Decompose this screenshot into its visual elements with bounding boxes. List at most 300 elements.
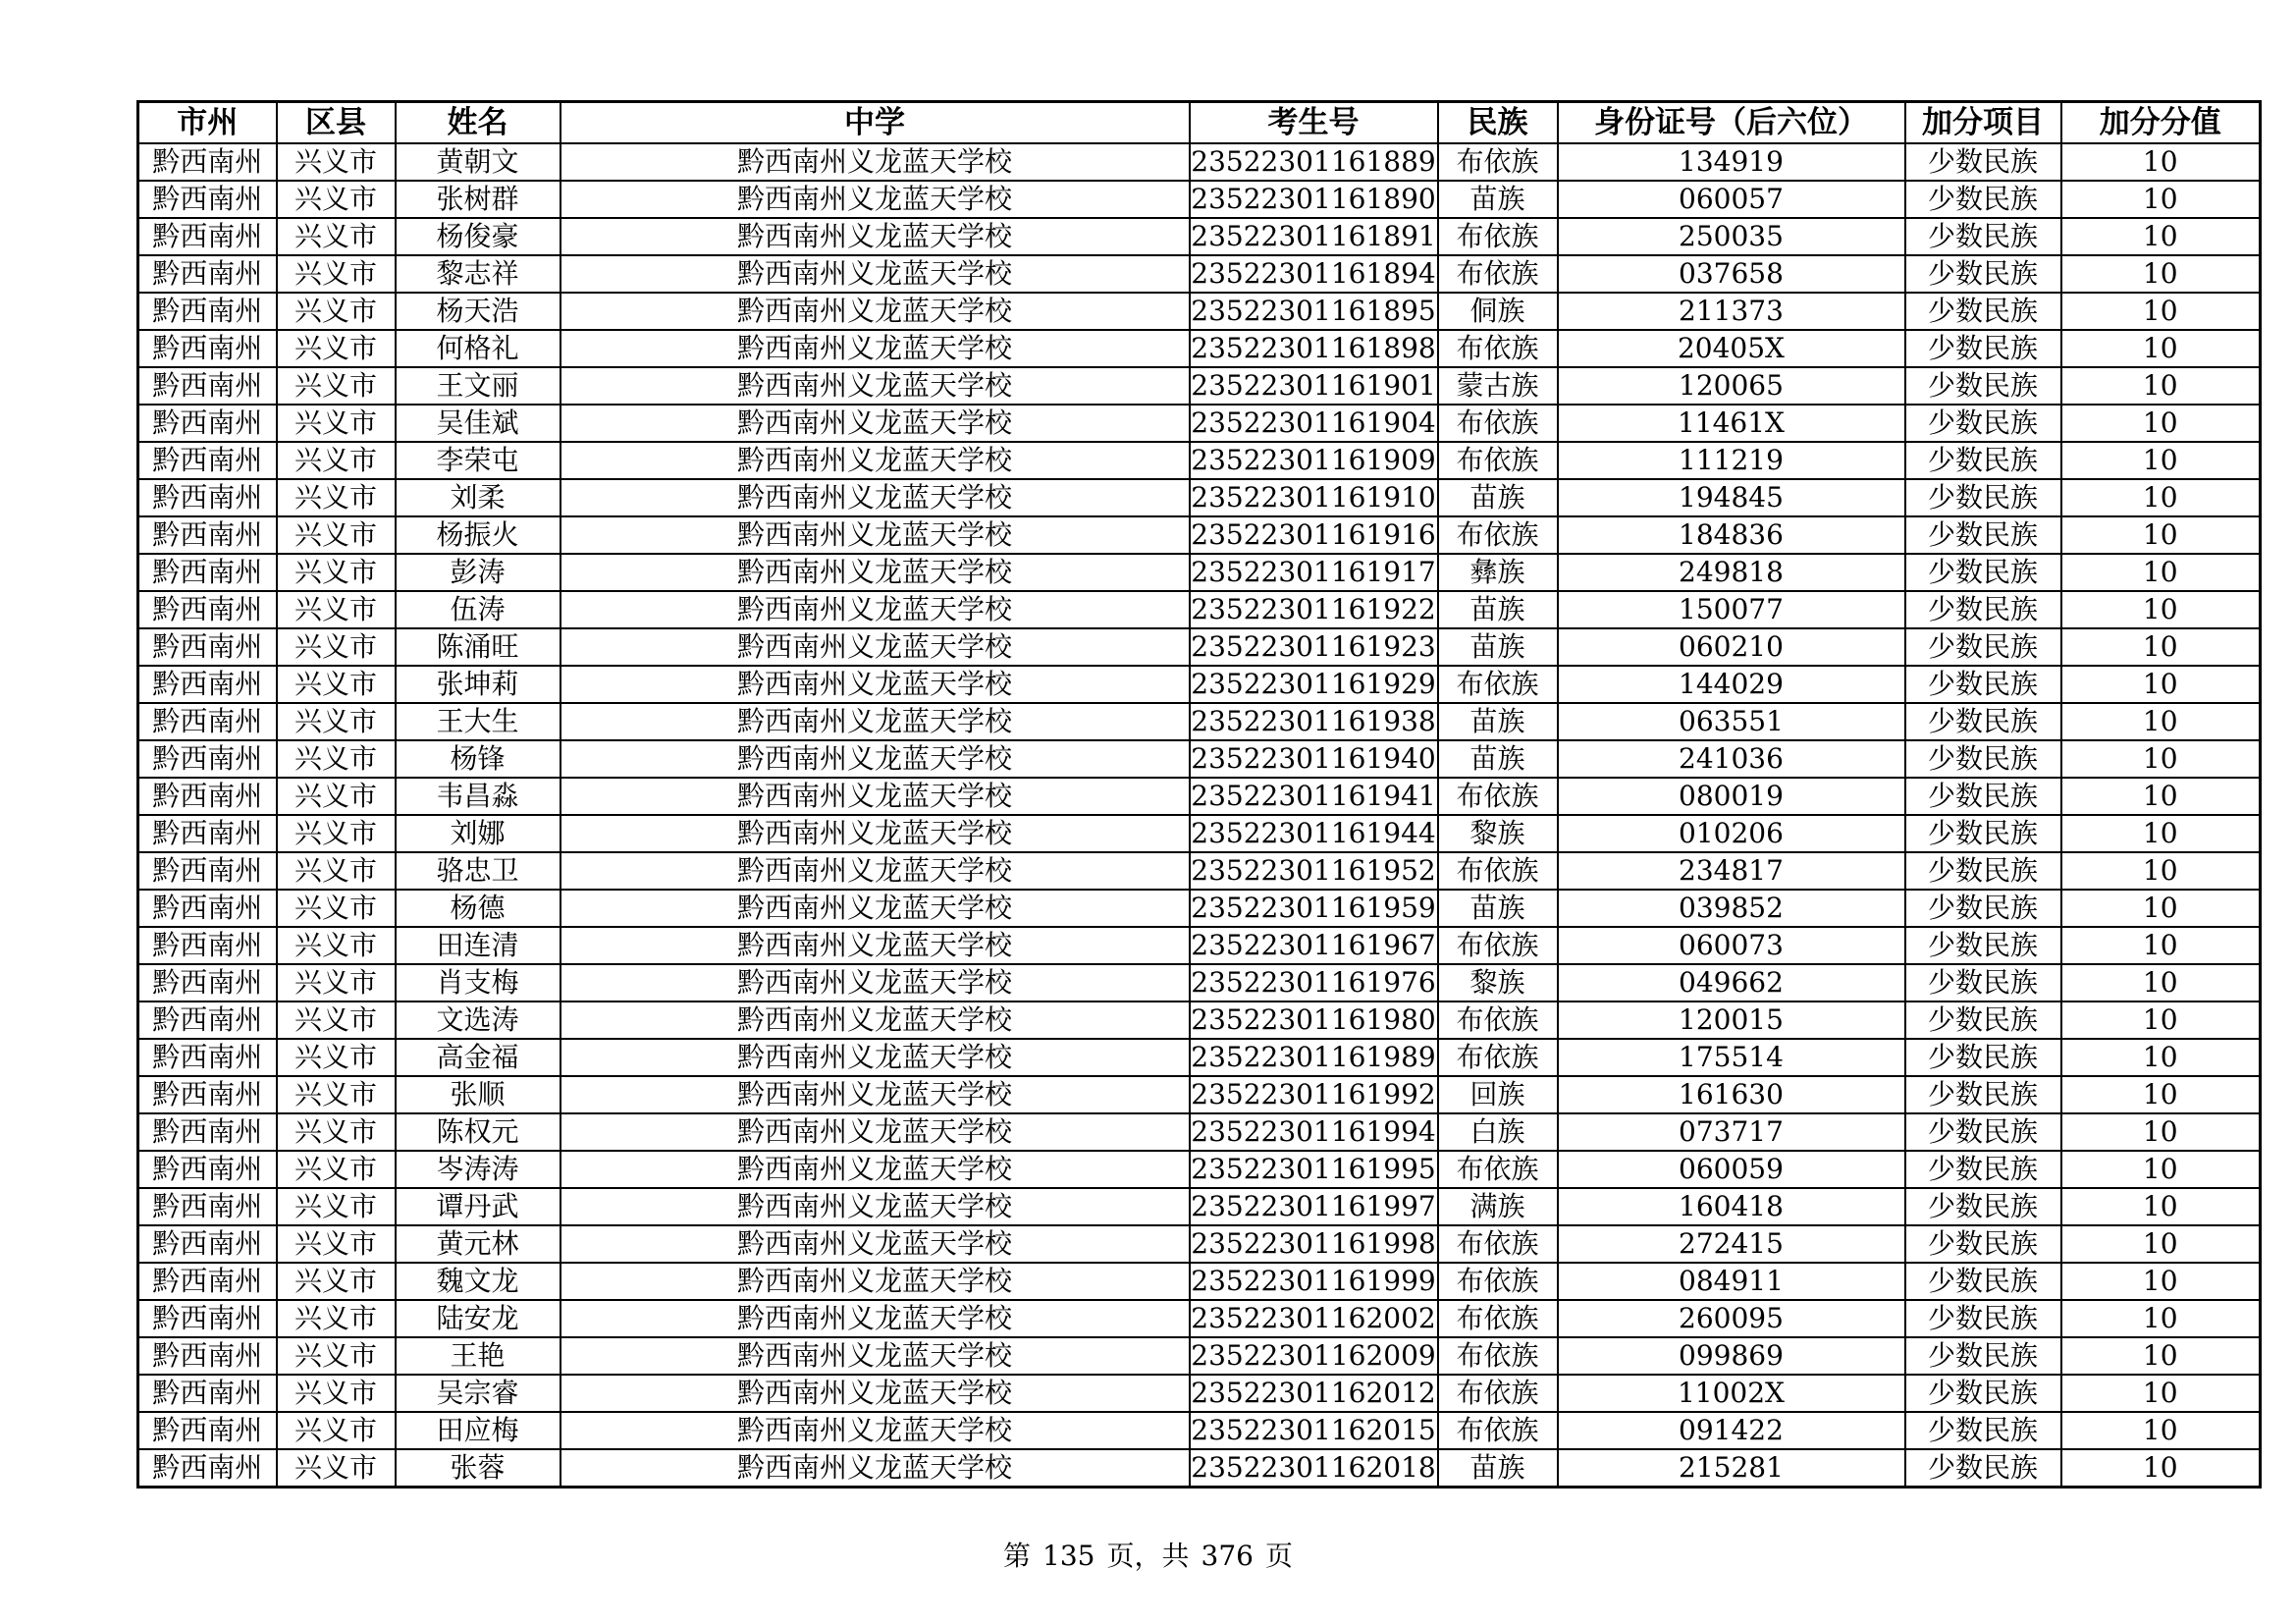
cell-bonus-item: 少数民族 (1905, 628, 2061, 666)
cell-city-prefecture: 黔西南州 (138, 1449, 277, 1488)
cell-district-county: 兴义市 (277, 293, 396, 330)
cell-bonus-score: 10 (2061, 330, 2261, 367)
cell-district-county: 兴义市 (277, 628, 396, 666)
cell-id-last-six: 060057 (1558, 181, 1905, 218)
cell-ethnicity: 黎族 (1438, 815, 1558, 852)
table-row (138, 815, 2261, 852)
cell-bonus-score: 10 (2061, 293, 2261, 330)
cell-student-name: 张树群 (396, 181, 561, 218)
cell-bonus-score: 10 (2061, 405, 2261, 442)
cell-student-name: 彭涛 (396, 554, 561, 591)
cell-district-county: 兴义市 (277, 181, 396, 218)
cell-district-county: 兴义市 (277, 554, 396, 591)
table-row (138, 740, 2261, 778)
cell-id-last-six: 272415 (1558, 1225, 1905, 1263)
table-row (138, 1225, 2261, 1263)
cell-id-last-six: 211373 (1558, 293, 1905, 330)
table-row (138, 1001, 2261, 1039)
cell-district-county: 兴义市 (277, 1375, 396, 1412)
cell-bonus-score: 10 (2061, 1076, 2261, 1113)
cell-exam-number: 23522301161952 (1190, 852, 1438, 890)
cell-exam-number: 23522301161901 (1190, 367, 1438, 405)
cell-ethnicity: 侗族 (1438, 293, 1558, 330)
cell-student-name: 谭丹武 (396, 1188, 561, 1225)
cell-district-county: 兴义市 (277, 1337, 396, 1375)
cell-bonus-item: 少数民族 (1905, 1188, 2061, 1225)
cell-city-prefecture: 黔西南州 (138, 1151, 277, 1188)
cell-ethnicity: 彝族 (1438, 554, 1558, 591)
cell-id-last-six: 120015 (1558, 1001, 1905, 1039)
cell-district-county: 兴义市 (277, 1001, 396, 1039)
cell-bonus-item: 少数民族 (1905, 740, 2061, 778)
cell-student-name: 黎志祥 (396, 255, 561, 293)
table-row (138, 1375, 2261, 1412)
cell-bonus-item: 少数民族 (1905, 1225, 2061, 1263)
bonus-points-table-container (136, 100, 2259, 1489)
cell-bonus-item: 少数民族 (1905, 815, 2061, 852)
cell-school: 黔西南州义龙蓝天学校 (561, 554, 1190, 591)
cell-student-name: 张蓉 (396, 1449, 561, 1488)
table-row (138, 554, 2261, 591)
cell-city-prefecture: 黔西南州 (138, 1188, 277, 1225)
cell-bonus-item: 少数民族 (1905, 554, 2061, 591)
cell-id-last-six: 234817 (1558, 852, 1905, 890)
table-row (138, 964, 2261, 1001)
cell-ethnicity: 布依族 (1438, 1375, 1558, 1412)
cell-bonus-score: 10 (2061, 1337, 2261, 1375)
cell-exam-number: 23522301161909 (1190, 442, 1438, 479)
cell-student-name: 田连清 (396, 927, 561, 964)
cell-school: 黔西南州义龙蓝天学校 (561, 890, 1190, 927)
cell-bonus-score: 10 (2061, 1449, 2261, 1488)
cell-bonus-score: 10 (2061, 516, 2261, 554)
cell-school: 黔西南州义龙蓝天学校 (561, 1151, 1190, 1188)
table-row (138, 1188, 2261, 1225)
cell-ethnicity: 白族 (1438, 1113, 1558, 1151)
cell-school: 黔西南州义龙蓝天学校 (561, 405, 1190, 442)
cell-bonus-score: 10 (2061, 1412, 2261, 1449)
cell-district-county: 兴义市 (277, 1300, 396, 1337)
cell-city-prefecture: 黔西南州 (138, 1337, 277, 1375)
cell-district-county: 兴义市 (277, 442, 396, 479)
cell-exam-number: 23522301161967 (1190, 927, 1438, 964)
cell-id-last-six: 160418 (1558, 1188, 1905, 1225)
cell-ethnicity: 苗族 (1438, 479, 1558, 516)
cell-school: 黔西南州义龙蓝天学校 (561, 218, 1190, 255)
cell-bonus-item: 少数民族 (1905, 778, 2061, 815)
current-page-number: 135 (1042, 1540, 1095, 1572)
cell-city-prefecture: 黔西南州 (138, 1300, 277, 1337)
cell-student-name: 杨俊豪 (396, 218, 561, 255)
cell-bonus-item: 少数民族 (1905, 927, 2061, 964)
cell-district-county: 兴义市 (277, 1188, 396, 1225)
column-header-student-name: 姓名 (396, 102, 561, 144)
cell-school: 黔西南州义龙蓝天学校 (561, 666, 1190, 703)
cell-bonus-item: 少数民族 (1905, 591, 2061, 628)
table-row (138, 1412, 2261, 1449)
cell-bonus-item: 少数民族 (1905, 293, 2061, 330)
table-row (138, 255, 2261, 293)
cell-ethnicity: 苗族 (1438, 1449, 1558, 1488)
cell-district-county: 兴义市 (277, 666, 396, 703)
cell-ethnicity: 苗族 (1438, 890, 1558, 927)
cell-ethnicity: 布依族 (1438, 778, 1558, 815)
cell-district-county: 兴义市 (277, 367, 396, 405)
column-header-ethnicity: 民族 (1438, 102, 1558, 144)
cell-ethnicity: 布依族 (1438, 1412, 1558, 1449)
cell-id-last-six: 250035 (1558, 218, 1905, 255)
cell-exam-number: 23522301161889 (1190, 143, 1438, 181)
cell-id-last-six: 084911 (1558, 1263, 1905, 1300)
cell-city-prefecture: 黔西南州 (138, 890, 277, 927)
cell-bonus-item: 少数民族 (1905, 1449, 2061, 1488)
cell-exam-number: 23522301161938 (1190, 703, 1438, 740)
cell-city-prefecture: 黔西南州 (138, 628, 277, 666)
cell-student-name: 肖支梅 (396, 964, 561, 1001)
cell-bonus-score: 10 (2061, 1001, 2261, 1039)
cell-id-last-six: 049662 (1558, 964, 1905, 1001)
cell-exam-number: 23522301161910 (1190, 479, 1438, 516)
cell-bonus-item: 少数民族 (1905, 964, 2061, 1001)
cell-city-prefecture: 黔西南州 (138, 255, 277, 293)
cell-school: 黔西南州义龙蓝天学校 (561, 1225, 1190, 1263)
table-row (138, 516, 2261, 554)
cell-district-county: 兴义市 (277, 1076, 396, 1113)
cell-id-last-six: 175514 (1558, 1039, 1905, 1076)
cell-bonus-item: 少数民族 (1905, 479, 2061, 516)
cell-district-county: 兴义市 (277, 1412, 396, 1449)
cell-id-last-six: 144029 (1558, 666, 1905, 703)
column-header-school: 中学 (561, 102, 1190, 144)
cell-district-county: 兴义市 (277, 890, 396, 927)
column-header-id-last-six: 身份证号（后六位） (1558, 102, 1905, 144)
cell-district-county: 兴义市 (277, 964, 396, 1001)
cell-district-county: 兴义市 (277, 778, 396, 815)
cell-city-prefecture: 黔西南州 (138, 927, 277, 964)
cell-school: 黔西南州义龙蓝天学校 (561, 1449, 1190, 1488)
cell-city-prefecture: 黔西南州 (138, 367, 277, 405)
cell-exam-number: 23522301161895 (1190, 293, 1438, 330)
cell-student-name: 吴佳斌 (396, 405, 561, 442)
cell-student-name: 刘娜 (396, 815, 561, 852)
cell-bonus-score: 10 (2061, 479, 2261, 516)
cell-district-county: 兴义市 (277, 1449, 396, 1488)
cell-bonus-item: 少数民族 (1905, 703, 2061, 740)
cell-bonus-score: 10 (2061, 143, 2261, 181)
cell-exam-number: 23522301161940 (1190, 740, 1438, 778)
cell-student-name: 高金福 (396, 1039, 561, 1076)
table-row (138, 591, 2261, 628)
cell-exam-number: 23522301161917 (1190, 554, 1438, 591)
cell-ethnicity: 回族 (1438, 1076, 1558, 1113)
cell-id-last-six: 099869 (1558, 1337, 1905, 1375)
cell-bonus-item: 少数民族 (1905, 143, 2061, 181)
cell-bonus-score: 10 (2061, 852, 2261, 890)
cell-exam-number: 23522301161894 (1190, 255, 1438, 293)
cell-student-name: 陆安龙 (396, 1300, 561, 1337)
cell-city-prefecture: 黔西南州 (138, 778, 277, 815)
table-row (138, 143, 2261, 181)
cell-student-name: 黄朝文 (396, 143, 561, 181)
cell-city-prefecture: 黔西南州 (138, 1263, 277, 1300)
footer-mid: 页，共 (1106, 1540, 1190, 1572)
cell-district-county: 兴义市 (277, 740, 396, 778)
cell-id-last-six: 150077 (1558, 591, 1905, 628)
table-row (138, 181, 2261, 218)
cell-school: 黔西南州义龙蓝天学校 (561, 628, 1190, 666)
cell-school: 黔西南州义龙蓝天学校 (561, 1300, 1190, 1337)
cell-exam-number: 23522301161995 (1190, 1151, 1438, 1188)
table-row (138, 218, 2261, 255)
cell-student-name: 张顺 (396, 1076, 561, 1113)
cell-ethnicity: 苗族 (1438, 181, 1558, 218)
cell-exam-number: 23522301162002 (1190, 1300, 1438, 1337)
cell-id-last-six: 184836 (1558, 516, 1905, 554)
table-row (138, 703, 2261, 740)
cell-district-county: 兴义市 (277, 479, 396, 516)
cell-school: 黔西南州义龙蓝天学校 (561, 740, 1190, 778)
cell-id-last-six: 111219 (1558, 442, 1905, 479)
cell-city-prefecture: 黔西南州 (138, 703, 277, 740)
cell-id-last-six: 134919 (1558, 143, 1905, 181)
cell-ethnicity: 布依族 (1438, 1225, 1558, 1263)
cell-bonus-score: 10 (2061, 1039, 2261, 1076)
cell-exam-number: 23522301162009 (1190, 1337, 1438, 1375)
cell-student-name: 王大生 (396, 703, 561, 740)
cell-city-prefecture: 黔西南州 (138, 1113, 277, 1151)
cell-bonus-score: 10 (2061, 218, 2261, 255)
cell-bonus-score: 10 (2061, 628, 2261, 666)
cell-school: 黔西南州义龙蓝天学校 (561, 330, 1190, 367)
cell-ethnicity: 布依族 (1438, 516, 1558, 554)
cell-bonus-item: 少数民族 (1905, 330, 2061, 367)
cell-bonus-item: 少数民族 (1905, 1039, 2061, 1076)
cell-id-last-six: 20405X (1558, 330, 1905, 367)
total-page-count: 376 (1201, 1540, 1254, 1572)
cell-bonus-score: 10 (2061, 740, 2261, 778)
cell-student-name: 刘柔 (396, 479, 561, 516)
cell-district-county: 兴义市 (277, 330, 396, 367)
cell-id-last-six: 260095 (1558, 1300, 1905, 1337)
cell-city-prefecture: 黔西南州 (138, 1412, 277, 1449)
cell-bonus-score: 10 (2061, 927, 2261, 964)
cell-bonus-item: 少数民族 (1905, 181, 2061, 218)
cell-district-county: 兴义市 (277, 703, 396, 740)
cell-exam-number: 23522301162018 (1190, 1449, 1438, 1488)
cell-ethnicity: 布依族 (1438, 1300, 1558, 1337)
cell-bonus-item: 少数民族 (1905, 852, 2061, 890)
cell-ethnicity: 布依族 (1438, 852, 1558, 890)
cell-exam-number: 23522301161998 (1190, 1225, 1438, 1263)
table-row (138, 330, 2261, 367)
cell-id-last-six: 060210 (1558, 628, 1905, 666)
cell-ethnicity: 苗族 (1438, 591, 1558, 628)
cell-ethnicity: 苗族 (1438, 628, 1558, 666)
cell-bonus-item: 少数民族 (1905, 255, 2061, 293)
cell-school: 黔西南州义龙蓝天学校 (561, 964, 1190, 1001)
cell-student-name: 韦昌淼 (396, 778, 561, 815)
cell-exam-number: 23522301161944 (1190, 815, 1438, 852)
column-header-bonus-score: 加分分值 (2061, 102, 2261, 144)
cell-bonus-score: 10 (2061, 815, 2261, 852)
cell-school: 黔西南州义龙蓝天学校 (561, 293, 1190, 330)
cell-bonus-item: 少数民族 (1905, 1412, 2061, 1449)
cell-student-name: 文选涛 (396, 1001, 561, 1039)
cell-city-prefecture: 黔西南州 (138, 740, 277, 778)
cell-exam-number: 23522301161890 (1190, 181, 1438, 218)
cell-ethnicity: 布依族 (1438, 330, 1558, 367)
cell-school: 黔西南州义龙蓝天学校 (561, 815, 1190, 852)
cell-school: 黔西南州义龙蓝天学校 (561, 181, 1190, 218)
cell-student-name: 张坤莉 (396, 666, 561, 703)
cell-school: 黔西南州义龙蓝天学校 (561, 255, 1190, 293)
cell-bonus-item: 少数民族 (1905, 1375, 2061, 1412)
cell-bonus-item: 少数民族 (1905, 1076, 2061, 1113)
cell-exam-number: 23522301161997 (1190, 1188, 1438, 1225)
cell-ethnicity: 布依族 (1438, 255, 1558, 293)
table-row (138, 666, 2261, 703)
cell-city-prefecture: 黔西南州 (138, 852, 277, 890)
cell-district-county: 兴义市 (277, 927, 396, 964)
cell-ethnicity: 布依族 (1438, 1337, 1558, 1375)
cell-district-county: 兴义市 (277, 218, 396, 255)
cell-id-last-six: 060059 (1558, 1151, 1905, 1188)
cell-exam-number: 23522301161904 (1190, 405, 1438, 442)
cell-school: 黔西南州义龙蓝天学校 (561, 442, 1190, 479)
cell-student-name: 骆忠卫 (396, 852, 561, 890)
cell-city-prefecture: 黔西南州 (138, 1076, 277, 1113)
cell-exam-number: 23522301161999 (1190, 1263, 1438, 1300)
cell-school: 黔西南州义龙蓝天学校 (561, 703, 1190, 740)
cell-student-name: 伍涛 (396, 591, 561, 628)
cell-school: 黔西南州义龙蓝天学校 (561, 927, 1190, 964)
cell-id-last-six: 063551 (1558, 703, 1905, 740)
cell-district-county: 兴义市 (277, 1225, 396, 1263)
cell-school: 黔西南州义龙蓝天学校 (561, 852, 1190, 890)
cell-city-prefecture: 黔西南州 (138, 964, 277, 1001)
cell-bonus-item: 少数民族 (1905, 218, 2061, 255)
cell-ethnicity: 布依族 (1438, 442, 1558, 479)
cell-id-last-six: 194845 (1558, 479, 1905, 516)
cell-exam-number: 23522301161916 (1190, 516, 1438, 554)
cell-bonus-item: 少数民族 (1905, 1001, 2061, 1039)
cell-student-name: 黄元林 (396, 1225, 561, 1263)
cell-bonus-item: 少数民族 (1905, 1113, 2061, 1151)
cell-bonus-score: 10 (2061, 964, 2261, 1001)
cell-exam-number: 23522301161922 (1190, 591, 1438, 628)
cell-school: 黔西南州义龙蓝天学校 (561, 1263, 1190, 1300)
table-row (138, 479, 2261, 516)
cell-city-prefecture: 黔西南州 (138, 1375, 277, 1412)
cell-district-county: 兴义市 (277, 815, 396, 852)
cell-bonus-item: 少数民族 (1905, 1263, 2061, 1300)
cell-id-last-six: 120065 (1558, 367, 1905, 405)
table-row (138, 367, 2261, 405)
cell-city-prefecture: 黔西南州 (138, 330, 277, 367)
page-footer (0, 1535, 2296, 1574)
cell-city-prefecture: 黔西南州 (138, 554, 277, 591)
table-row (138, 890, 2261, 927)
cell-district-county: 兴义市 (277, 852, 396, 890)
table-row (138, 628, 2261, 666)
column-header-exam-number: 考生号 (1190, 102, 1438, 144)
cell-bonus-score: 10 (2061, 367, 2261, 405)
cell-ethnicity: 布依族 (1438, 143, 1558, 181)
cell-school: 黔西南州义龙蓝天学校 (561, 591, 1190, 628)
cell-student-name: 杨天浩 (396, 293, 561, 330)
cell-school: 黔西南州义龙蓝天学校 (561, 1412, 1190, 1449)
cell-student-name: 杨振火 (396, 516, 561, 554)
cell-school: 黔西南州义龙蓝天学校 (561, 516, 1190, 554)
table-row (138, 852, 2261, 890)
cell-student-name: 魏文龙 (396, 1263, 561, 1300)
cell-city-prefecture: 黔西南州 (138, 479, 277, 516)
cell-bonus-score: 10 (2061, 255, 2261, 293)
cell-exam-number: 23522301161989 (1190, 1039, 1438, 1076)
footer-suffix: 页 (1264, 1540, 1293, 1572)
cell-ethnicity: 黎族 (1438, 964, 1558, 1001)
cell-bonus-score: 10 (2061, 1375, 2261, 1412)
cell-bonus-item: 少数民族 (1905, 1300, 2061, 1337)
cell-id-last-six: 215281 (1558, 1449, 1905, 1488)
cell-ethnicity: 布依族 (1438, 1263, 1558, 1300)
cell-exam-number: 23522301161941 (1190, 778, 1438, 815)
cell-student-name: 岑涛涛 (396, 1151, 561, 1188)
cell-city-prefecture: 黔西南州 (138, 666, 277, 703)
cell-ethnicity: 布依族 (1438, 218, 1558, 255)
cell-bonus-item: 少数民族 (1905, 1151, 2061, 1188)
cell-exam-number: 23522301161980 (1190, 1001, 1438, 1039)
cell-id-last-six: 010206 (1558, 815, 1905, 852)
cell-school: 黔西南州义龙蓝天学校 (561, 778, 1190, 815)
cell-city-prefecture: 黔西南州 (138, 218, 277, 255)
cell-exam-number: 23522301161976 (1190, 964, 1438, 1001)
cell-exam-number: 23522301161891 (1190, 218, 1438, 255)
cell-exam-number: 23522301161994 (1190, 1113, 1438, 1151)
cell-district-county: 兴义市 (277, 591, 396, 628)
cell-city-prefecture: 黔西南州 (138, 591, 277, 628)
cell-student-name: 陈权元 (396, 1113, 561, 1151)
cell-city-prefecture: 黔西南州 (138, 293, 277, 330)
cell-ethnicity: 布依族 (1438, 1001, 1558, 1039)
cell-student-name: 杨锋 (396, 740, 561, 778)
cell-city-prefecture: 黔西南州 (138, 1001, 277, 1039)
cell-district-county: 兴义市 (277, 1263, 396, 1300)
cell-bonus-item: 少数民族 (1905, 367, 2061, 405)
cell-city-prefecture: 黔西南州 (138, 1225, 277, 1263)
table-row (138, 1113, 2261, 1151)
cell-city-prefecture: 黔西南州 (138, 181, 277, 218)
cell-city-prefecture: 黔西南州 (138, 1039, 277, 1076)
table-body (138, 143, 2261, 1488)
cell-exam-number: 23522301162012 (1190, 1375, 1438, 1412)
cell-district-county: 兴义市 (277, 143, 396, 181)
cell-bonus-score: 10 (2061, 1188, 2261, 1225)
cell-ethnicity: 满族 (1438, 1188, 1558, 1225)
cell-bonus-item: 少数民族 (1905, 516, 2061, 554)
cell-bonus-score: 10 (2061, 442, 2261, 479)
cell-id-last-six: 039852 (1558, 890, 1905, 927)
cell-city-prefecture: 黔西南州 (138, 815, 277, 852)
cell-ethnicity: 苗族 (1438, 740, 1558, 778)
cell-ethnicity: 布依族 (1438, 1039, 1558, 1076)
cell-bonus-score: 10 (2061, 778, 2261, 815)
cell-bonus-score: 10 (2061, 1225, 2261, 1263)
cell-id-last-six: 073717 (1558, 1113, 1905, 1151)
cell-district-county: 兴义市 (277, 1039, 396, 1076)
cell-id-last-six: 249818 (1558, 554, 1905, 591)
cell-bonus-item: 少数民族 (1905, 890, 2061, 927)
